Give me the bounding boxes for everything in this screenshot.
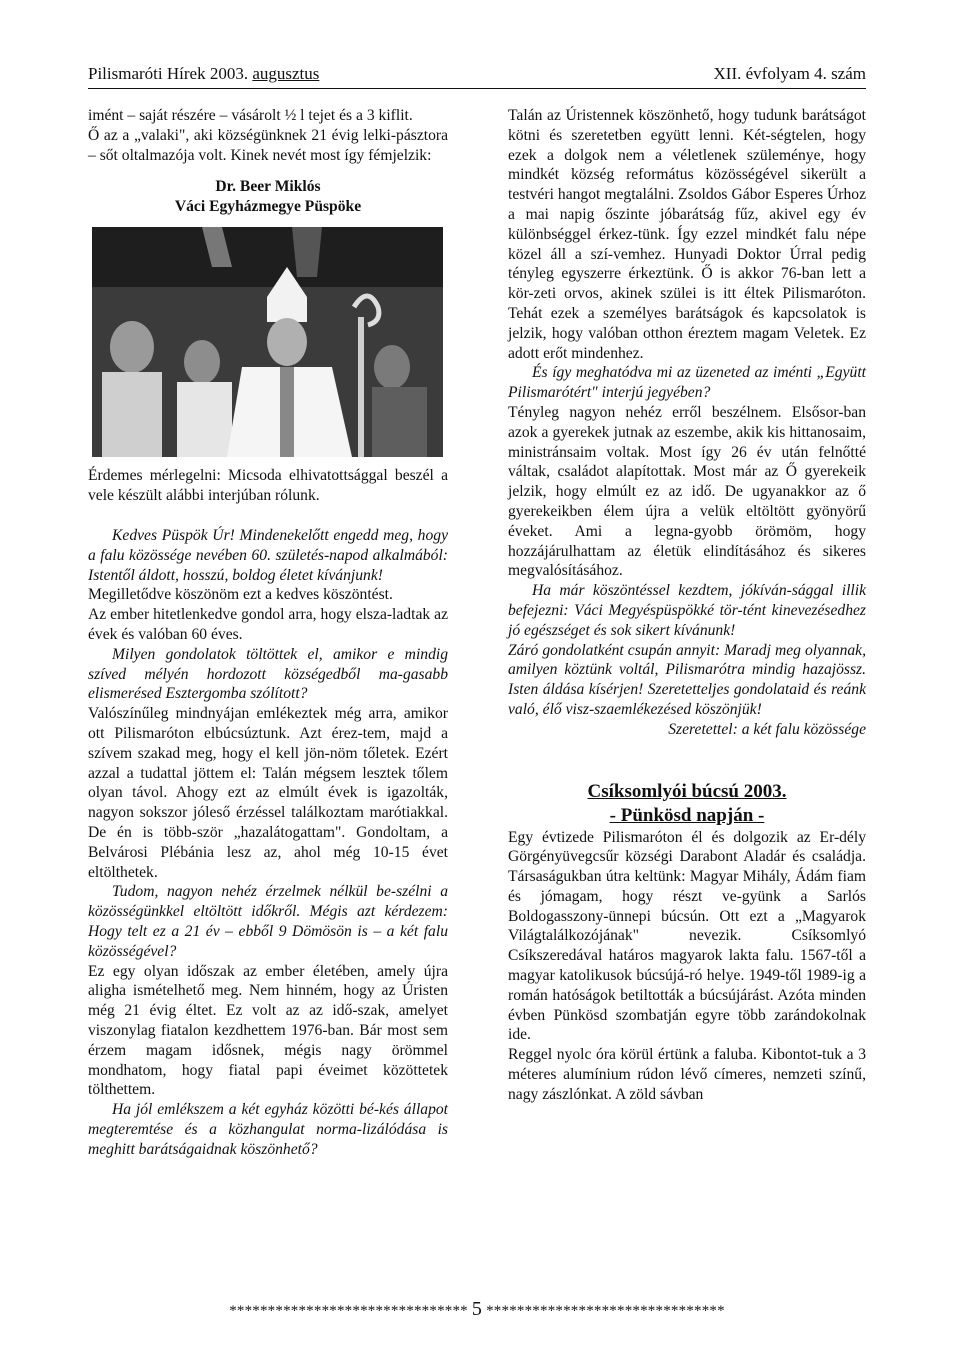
interview-question: Tudom, nagyon nehéz érzelmek nélkül be-szélni a közösségünkkel eltöltött időkről. Mégis azt kérdezem: Hogy telt ez a 21 év – ebből 9 Dömösön is – a két falu közösségével? <box>88 883 448 960</box>
bishop-name: Dr. Beer Miklós <box>215 178 321 196</box>
right-column <box>508 106 866 1105</box>
interview-question: Ha jól emlékszem a két egyház közötti bé-kés állapot megteremtése és a közhangulat norma-lizálódása is meghitt barátságaidnak köszönhető? <box>88 1101 448 1158</box>
interview-answer: Tényleg nagyon nehéz erről beszélnem. Elsősor-ban azok a gyerekek jutnak az eszembe, akik kis hittanosaim, ministránsaim voltak. Most így 26 év után felnőtté váltak, családot alapítottak. Most már az Ő gyerekeik jelzik, hogy elmúlt ez az idő. De ugyanakkor az ő gyerekeikben élem újra a velük eltöltött gyönyörű éveket. Ami a legna-gyobb örömöm, hogy hozzájárulhattam az életük elindításához és sikeres megvalósításához. <box>508 403 866 580</box>
article-title <box>508 780 866 828</box>
page-header <box>88 62 866 89</box>
header-month: augusztus <box>252 64 320 83</box>
interview-answer: Talán az Úristennek köszönhető, hogy tudunk barátságot kötni és szeretetben együtt lenni. Két-ségtelen, hogy ezek a dolgok nem a véletlenek szüleménye, hogy mindkét község református közösségével sikerült a testvéri hangot megtalálni. Zsoldos Gábor Esperes Úrhoz a mai napig őszinte jóbarátság fűz, akivel egy év különbséggel érkez-tünk. Így ezzel mindkét falu népe közel áll a szí-vemhez. Hunyadi Doktor Úrral pedig tényleg egyszerre érkeztünk. Ő is akkor 76-ban lett a kör-zeti orvos, akinek szülei is itt éltek Pilismaróton. Tehát ezek a személyes barátságok és kapcsolatok is jelzik, hogy valóban otthon éreztem magam Veletek. Ez adott erőt mindenhez. <box>508 107 866 362</box>
article-paragraph: Reggel nyolc óra körül értünk a faluba. Kibontot-tuk a 3 méteres alumínium rúdon lévő címeres, nemzeti színű, nagy zászlónkat. A zöld sávban <box>508 1046 866 1103</box>
page-number: 5 <box>471 1298 483 1320</box>
header-issue: XII. évfolyam 4. szám <box>713 64 866 83</box>
paragraph: Érdemes mérlegelni: Micsoda elhivatottsággal beszél a vele készült alábbi interjúban rólunk. <box>88 467 448 505</box>
paragraph: imént – saját részére – vásárolt ½ l tejet és a 3 kiflit. <box>88 107 413 124</box>
interview-answer: Valószínűleg mindnyájan emlékeztek még arra, amikor ott Pilismaróton elbúcsúztunk. Azt érez-tem, majd a szívem szakad meg, hogy el kell jön-nöm tőletek. Ezért azzal a tudattal jöttem el: Talán mégsem lesztek tőlem olyan távol. Ahogy ezt az elmúlt évek is igazolták, nagyon sokszor jóleső érzéssel találkoztam marótiakkal. De én is több-ször „hazalátogattam". Gondoltam, a Belvárosi Plébánia lesz az, ahol még 10-15 évet eltölthetek. <box>88 705 448 881</box>
footer-stars-left: ******************************* <box>229 1303 468 1319</box>
interview-question: Milyen gondolatok töltöttek el, amikor e mindig szíved mélyén hordozott községedből ma-gasabb elismerésed Esztergomba szólított? <box>88 645 448 703</box>
interview-question: Kedves Püspök Úr! Mindenekelőtt engedd meg, hogy a falu közössége nevében 60. születés-napod alkalmából: Istentől áldott, hosszú, boldog életet kívánjunk! <box>88 526 448 584</box>
left-column <box>88 106 448 1159</box>
paragraph: Ő az a „valaki", aki községünknek 21 évig lelki-pásztora – sőt oltalmazója volt. Kinek nevét most így fémjelzik: <box>88 126 448 164</box>
header-publication-name: Pilismaróti Hírek 2003. <box>88 64 249 83</box>
header-publication <box>88 62 319 86</box>
article-paragraph: Egy évtizede Pilismaróton él és dolgozik az Er-dély Görgényüvegcsűr községi Darabont Aladár és családja. Társaságukban útra keltünk: Magyar Mihály, Ádám fiam és jómagam, hogy részt ve-gyünk a Sarlós Boldogasszony-ünnepi búcsún. Ott ezt a „Magyarok Világtalálkozójának" nevezik. Csíksomlyó Csíkszeredával határos magyarok lakta falu. 1567-től a magyar katolikusok búcsújá-ró helye. 1949-től 1989-ig a román hatóságok betiltották a búcsújárást. Azóta minden évben Pünkösd szombatján egyre több zarándokolnak ide. <box>508 828 866 1044</box>
bishop-title: Váci Egyházmegye Püspöke <box>174 198 362 216</box>
interview-answer: Megilletődve köszönöm ezt a kedves köszöntést. <box>88 586 393 604</box>
article-title-line-2: - Pünkösd napján - <box>609 804 765 826</box>
interview-answer: Ez egy olyan időszak az ember életében, amely újra aligha ismételhető meg. Nem hinném, hogy az Úristen még 21 évig éltet. Ez volt az az idő-szak, amelyet viszonylag fiatalon kezdhettem 1976-ban. Bár most sem érzem magam idősnek, mégis nagy örömmel mondhatom, hogy fiatal papi éveimet közöttetek tölthettem. <box>88 962 448 1099</box>
bishop-caption <box>88 177 448 217</box>
signature: Szeretettel: a két falu közössége <box>668 720 866 738</box>
footer-stars-right: ******************************* <box>486 1303 725 1319</box>
interview-question: És így meghatódva mi az üzeneted az iménti „Együtt Pilismarótért" interjú jegyében? <box>508 364 866 402</box>
interview-question: Ha már köszöntéssel kezdtem, jókíván-sággal illik befejezni: Váci Megyéspüspökké tör-tént kinevezésedhez jó egészséget és sok sikert kívánunk! <box>508 582 866 639</box>
interview-answer: Az ember hitetlenkedve gondol arra, hogy elsza-ladtak az évek és valóban 60 éves. <box>88 606 448 643</box>
closing-remarks: Záró gondolatként csupán annyit: Maradj meg olyannak, amilyen köztünk voltál, Pilismarótra mindig hazajössz. Isten áldása kísérjen! Szeretetteljes gondolataid és reánk való, élő visz-szaemlékezésed köszönjük! <box>508 641 866 718</box>
bishop-photo <box>92 227 443 457</box>
article-title-line-1: Csíksomlyói búcsú 2003. <box>587 780 787 802</box>
page-footer <box>88 1298 866 1321</box>
